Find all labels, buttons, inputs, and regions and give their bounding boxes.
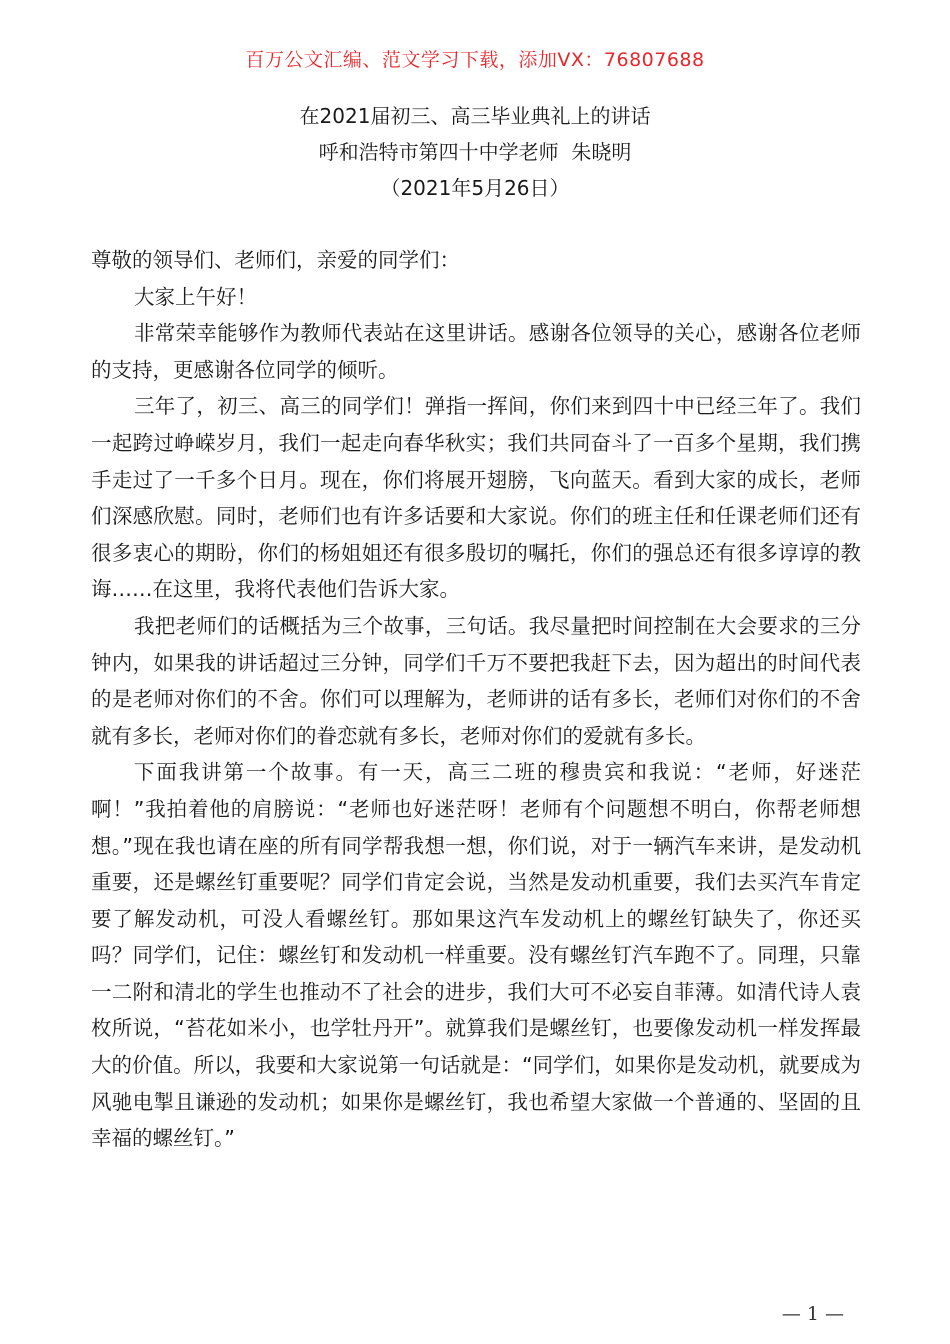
salutation: 尊敬的领导们、老师们，亲爱的同学们： <box>91 248 460 272</box>
date-line: （2021年5月26日） <box>380 176 570 200</box>
paragraph-three-years: 三年了，初三、高三的同学们！弹指一挥间，你们来到四十中已经三年了。我们一起跨过峥嵘岁月，我们一起走向春华秋实；我们共同奋斗了一百多个星期，我们携手走过了一千多个日月。现在，你们将展开翅膀，飞向蓝天。看到大家的成长，老师们深感欣慰。同时，老师们也有许多话要和大家说。你们的班主任和任课老师们还有很多衷心的期盼，你们的杨姐姐还有很多殷切的嘱托，你们的强总还有很多谆谆的教诲……在这里，我将代表他们告诉大家。 <box>91 394 861 602</box>
paragraph-greeting: 大家上午好！ <box>134 284 257 309</box>
document-header <box>0 98 950 206</box>
page-number: — 1 — <box>781 1303 844 1325</box>
paragraph-first-story: 下面我讲第一个故事。有一天，高三二班的穆贵宾和我说：“老师，好迷茫啊！”我拍着他的肩膀说：“老师也好迷茫呀！老师有个问题想不明白，你帮老师想想。”现在我也请在座的所有同学帮我想一想，你们说，对于一辆汽车来讲，是发动机重要，还是螺丝钉重要呢？同学们肯定会说，当然是发动机重要，我们去买汽车肯定要了解发动机，可没人看螺丝钉。那如果这汽车发动机上的螺丝钉缺失了，你还买吗？同学们，记住：螺丝钉和发动机一样重要。没有螺丝钉汽车跑不了。同理，只靠一二附和清北的学生也推动不了社会的进步，我们大可不必妄自菲薄。如清代诗人袁枚所说，“苔花如米小，也学牡丹开”。就算我们是螺丝钉，也要像发动机一样发挥最大的价值。所以，我要和大家说第一句话就是：“同学们，如果你是发动机，就要成为风驰电掣且谦逊的发动机；如果你是螺丝钉，我也希望大家做一个普通的、坚固的且幸福的螺丝钉。” <box>91 760 861 1151</box>
paragraph-thanks: 非常荣幸能够作为教师代表站在这里讲话。感谢各位领导的关心，感谢各位老师的支持，更感谢各位同学的倾听。 <box>91 321 861 382</box>
promo-banner: 百万公文汇编、范文学习下载，添加VX：76807688 <box>245 49 705 71</box>
document-title: 在2021届初三、高三毕业典礼上的讲话 <box>299 104 651 128</box>
speech-body <box>91 242 861 1157</box>
paragraph-three-stories: 我把老师们的话概括为三个故事，三句话。我尽量把时间控制在大会要求的三分钟内，如果我的讲话超过三分钟，同学们千万不要把我赶下去，因为超出的时间代表的是老师对你们的不舍。你们可以理解为，老师讲的话有多长，老师们对你们的不舍就有多长，老师对你们的眷恋就有多长，老师对你们的爱就有多长。 <box>91 613 861 748</box>
author-line: 呼和浩特市第四十中学老师 朱晓明 <box>318 140 632 164</box>
